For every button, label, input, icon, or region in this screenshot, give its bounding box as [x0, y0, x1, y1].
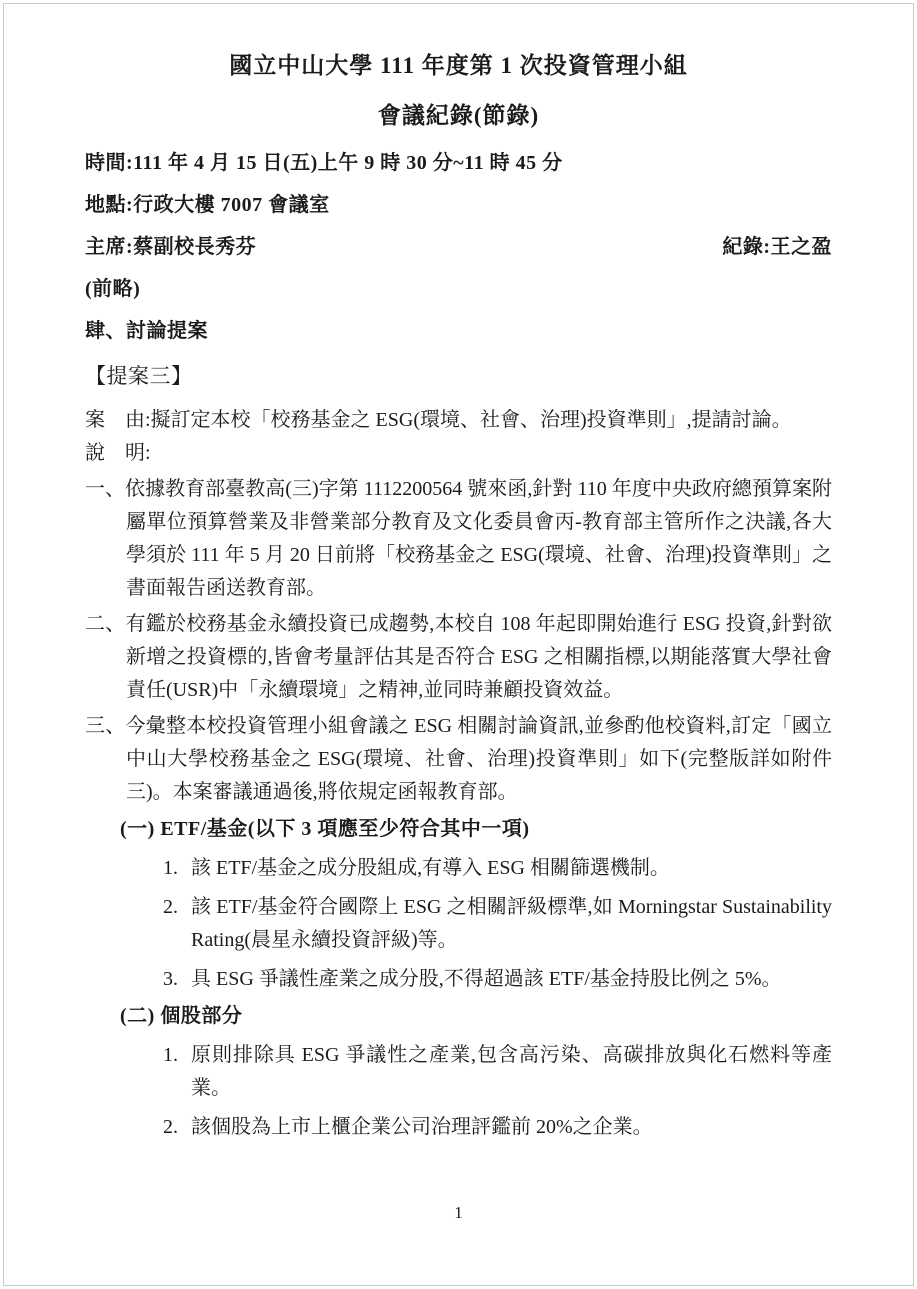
meeting-location: 地點:行政大樓 7007 會議室 [85, 194, 330, 216]
meeting-time: 時間:111 年 4 月 15 日(五)上午 9 時 30 分~11 時 45 分 [85, 152, 563, 174]
list-text: 該 ETF/基金之成分股組成,有導入 ESG 相關篩選機制。 [191, 857, 670, 879]
list-number: 3. [163, 968, 178, 990]
meeting-meta [85, 142, 832, 352]
doc-title-line2: 會議紀錄(節錄) [377, 103, 540, 128]
document-content [85, 0, 832, 1144]
meeting-recorder: 紀錄:王之盈 [722, 236, 832, 258]
page-number: 1 [454, 1203, 463, 1222]
section-heading: 肆、討論提案 [85, 320, 208, 342]
explanation-point-1: 一、依據教育部臺教高(三)字第 1112200564 號來函,針對 110 年度中央政府總預算案附屬單位預算營業及非營業部分教育及文化委員會丙-教育部主管所作之決議,各大學須於 111 年 5 月 20 日前將「校務基金之 ESG(環境、社會、治理)投資準則」之書面報告函送教育部。 [85, 478, 832, 599]
stock-rule-2 [163, 1111, 832, 1144]
etf-rule-2 [163, 891, 832, 957]
list-number: 1. [163, 1044, 178, 1066]
omitted-note: (前略) [85, 278, 141, 300]
stock-rule-1 [163, 1039, 832, 1105]
list-text: 該個股為上市上櫃企業公司治理評鑑前 20%之企業。 [191, 1116, 653, 1138]
explanation-point-2: 二、有鑑於校務基金永續投資已成趨勢,本校自 108 年起即開始進行 ESG 投資,針對欲新增之投資標的,皆會考量評估其是否符合 ESG 之相關指標,以期能落實大學社會責任(USR)中「永續環境」之精神,並同時兼顧投資效益。 [85, 613, 832, 701]
etf-rule-1 [163, 852, 832, 885]
list-number: 1. [163, 857, 178, 879]
list-number: 2. [163, 1116, 178, 1138]
etf-rule-3 [163, 963, 832, 996]
explanation-point-3: 三、今彙整本校投資管理小組會議之 ESG 相關討論資訊,並參酌他校資料,訂定「國立中山大學校務基金之 ESG(環境、社會、治理)投資準則」如下(完整版詳如附件三)。本案審議通過後,將依規定函報教育部。 [85, 715, 832, 803]
proposal-heading: 【提案三】 [85, 364, 193, 388]
etf-fund-criteria-heading: (一) ETF/基金(以下 3 項應至少符合其中一項) [120, 818, 530, 840]
list-text: 原則排除具 ESG 爭議性之產業,包含高污染、高碳排放與化石燃料等產業。 [191, 1044, 832, 1099]
meeting-chair-row [85, 226, 832, 268]
explanation-label: 說 明: [85, 442, 151, 464]
meeting-chair: 主席:蔡副校長秀芬 [85, 236, 257, 258]
individual-stock-heading: (二) 個股部分 [120, 1005, 243, 1027]
list-text: 該 ETF/基金符合國際上 ESG 之相關評級標準,如 Morningstar Sustainability Rating(晨星永續投資評級)等。 [191, 896, 832, 951]
case-subject: 案 由:擬訂定本校「校務基金之 ESG(環境、社會、治理)投資準則」,提請討論。 [85, 409, 792, 431]
list-number: 2. [163, 896, 178, 918]
doc-title-line1: 國立中山大學 111 年度第 1 次投資管理小組 [229, 53, 688, 78]
list-text: 具 ESG 爭議性產業之成分股,不得超過該 ETF/基金持股比例之 5%。 [191, 968, 782, 990]
